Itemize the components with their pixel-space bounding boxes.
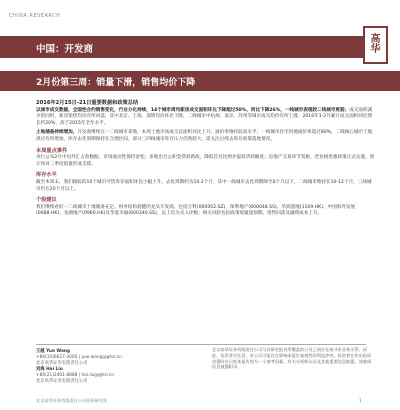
page-footer: 北京高华证券有限责任公司投资研究部 (36, 398, 108, 403)
report-subtitle: 2月份第三周：销量下滑，销售均价下降 (36, 78, 196, 88)
disclaimer-text: 北京高华证券有限责任公司与其研究报告所覆盖的公司之间存在或寻求业务关系。因此，投资者应注意，本公司可能存在影响本报告客观性的利益冲突。投资者在作出投资决策时应只把本报告视为一个参考因素。有关分析师认证及其他重要信息披露，请参阅信息披露附录。 (212, 347, 372, 370)
analyst-line: 刘海 Hai Liu (36, 367, 63, 372)
section-text: 截至本周末，我们跟踪的10个城市可售库存面积环比小幅上升，去化周期约为10.2个月；其中一线城市去化周期降至6个月以下，二线城市维持在10-12个月，三线城市仍在20个月以上。 (36, 179, 372, 192)
analyst-contacts (36, 349, 196, 385)
logo-char-2: 华 (370, 44, 381, 55)
report-body (36, 96, 376, 221)
section-paragraph (36, 155, 376, 168)
section-paragraph (36, 205, 376, 218)
top-label: CHINA RESEARCH (9, 13, 61, 19)
section-text: 我们继续看好一二线城市土地储备充足、财务结构稳健的龙头开发商，包括万科(000002.SZ)、保利地产(600048.SS)、华润置地(1109.HK)、中国海外发展(0688.HK)、龙湖地产(0960.HK)及华夏幸福(600340.SS)，以上均为买入评级；相关风险包括政策收紧超预期、销售回落及融资成本上升。 (36, 204, 356, 217)
analyst-line: +86(21)2401-8888 | hai.liu@ghsl.cn (36, 373, 115, 378)
analyst-line: 王越 Yue Wang (36, 349, 70, 354)
footer-divider (36, 344, 366, 345)
section-paragraph (36, 180, 376, 193)
analyst-line: 北京高华证券有限责任公司 (36, 379, 88, 384)
logo-char-1: 高 (370, 34, 381, 45)
section-text: 开发商继续在一二线城市拿地，本周土地市场成交总面积环比上升，溢价率维持较高水平；一线城市住宅用地溢价率超过80%，二线核心城市土地供应有所增加，库存去化周期保持在合理区间，部分三四线城市库存压力仍然较大，需关注后续去库存政策落地情况。 (36, 130, 373, 142)
analyst-line: +86(10)6627-3000 | yue.wang@ghsl.cn (36, 355, 122, 360)
section-lead: 土地储备持续增加， (36, 130, 78, 136)
page-number: 1 (359, 398, 362, 403)
section-lead: 以城市成交数据，全国性合约销售变化，行业分化持续，14个城市周均新房成交面积环比下降超过50%，同比下降26%，一线城市表现较二线城市更弱； (36, 107, 350, 113)
section-text: 央行公布2月中旬外汇占款数据，市场流动性保持宽松；多地出台公积金贷款新政，降低首付比例并提高贷款额度；房地产交易环节契税、营业税优惠政策正式实施，预计将对二季度销量形成支撑。 (36, 155, 375, 167)
section-heading: 2016年2月15日-21日重要数据和政策总结 (36, 100, 139, 106)
header-title: 中国：开发商 (36, 44, 94, 55)
brand-logo (363, 26, 388, 64)
section-heading: 库存水平 (36, 172, 57, 179)
section-paragraph (36, 108, 376, 128)
section-paragraph (36, 130, 376, 143)
section-heading: 本周重点事件 (36, 147, 68, 154)
analyst-line: 北京高华证券有限责任公司 (36, 361, 88, 366)
section-heading: 个股建议 (36, 197, 57, 204)
section-text: 成交面积减少的同时，新房销售均价有所回落，其中北京、上海、深圳均价环比下降，二线城市中杭州、南京、苏州等城市成交均价有所上涨；2016年1-2月累计成交面积同比增长约20%，高于2015年全年水平。 (36, 107, 373, 126)
